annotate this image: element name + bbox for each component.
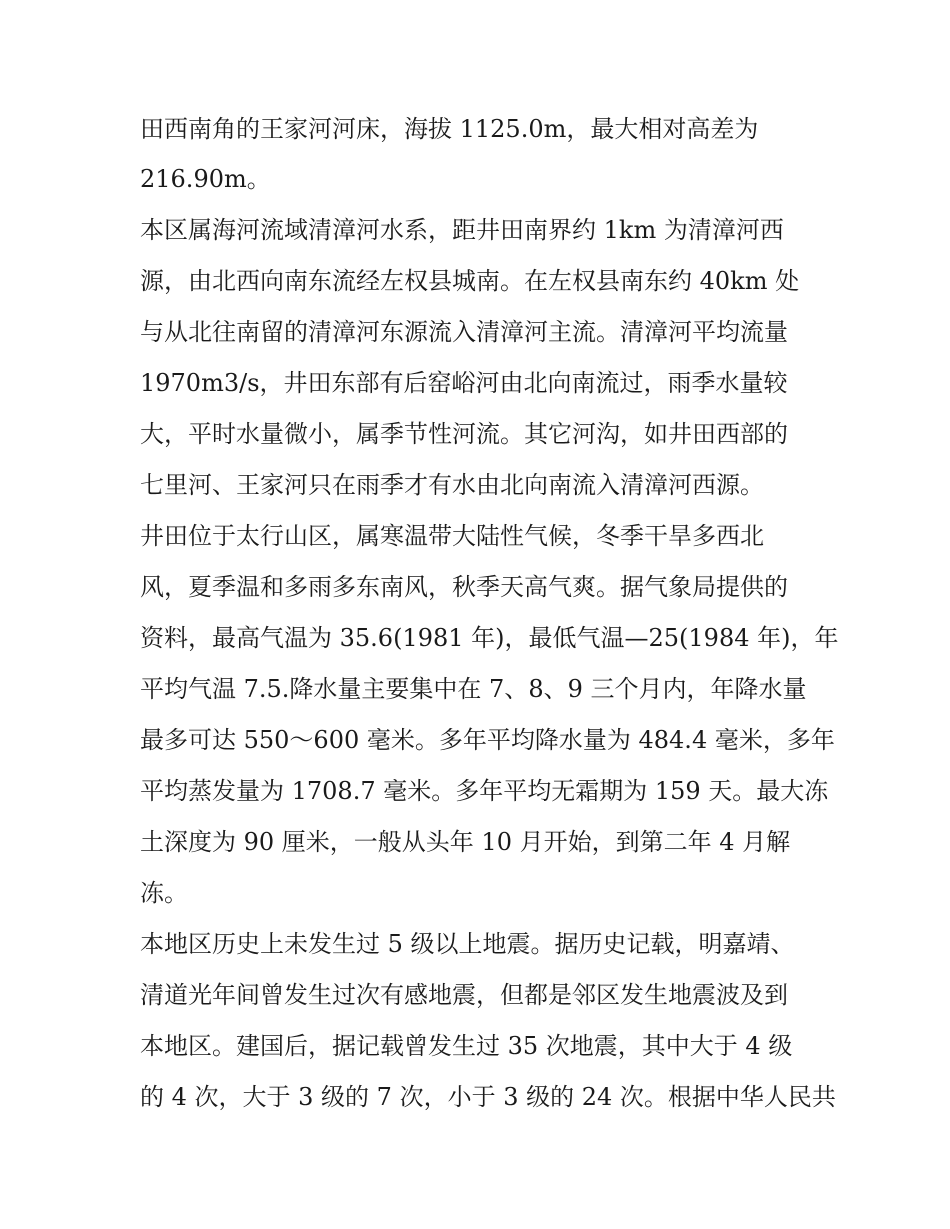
text-line: 的 4 次，大于 3 级的 7 次，小于 3 级的 24 次。根据中华人民共	[140, 1083, 836, 1111]
text-line: 216.90m。	[140, 165, 271, 193]
text-line: 平均蒸发量为 1708.7 毫米。多年平均无霜期为 159 天。最大冻	[140, 777, 829, 805]
text-line: 平均气温 7.5.降水量主要集中在 7、8、9 三个月内，年降水量	[140, 675, 807, 703]
text-line: 1970m3/s，井田东部有后窑峪河由北向南流过，雨季水量较	[140, 369, 788, 397]
text-line: 冻。	[140, 879, 188, 907]
text-line: 源，由北西向南东流经左权县城南。在左权县南东约 40km 处	[140, 267, 800, 295]
text-line: 本地区。建国后，据记载曾发生过 35 次地震，其中大于 4 级	[140, 1032, 793, 1060]
text-line: 田西南角的王家河河床，海拔 1125.0m，最大相对高差为	[140, 115, 759, 143]
text-line: 本区属海河流域清漳河水系，距井田南界约 1km 为清漳河西	[140, 216, 784, 244]
text-line: 大，平时水量微小，属季节性河流。其它河沟，如井田西部的	[140, 420, 788, 448]
text-line: 资料，最高气温为 35.6(1981 年)，最低气温—25(1984 年)，年	[140, 624, 839, 652]
text-line: 与从北往南留的清漳河东源流入清漳河主流。清漳河平均流量	[140, 318, 788, 346]
text-line: 风，夏季温和多雨多东南风，秋季天高气爽。据气象局提供的	[140, 573, 788, 601]
text-line: 七里河、王家河只在雨季才有水由北向南流入清漳河西源。	[140, 471, 764, 499]
text-line: 本地区历史上未发生过 5 级以上地震。据历史记载，明嘉靖、	[140, 930, 795, 958]
text-line: 土深度为 90 厘米，一般从头年 10 月开始，到第二年 4 月解	[140, 828, 791, 856]
text-line: 井田位于太行山区，属寒温带大陆性气候，冬季干旱多西北	[140, 522, 764, 550]
text-line: 最多可达 550～600 毫米。多年平均降水量为 484.4 毫米，多年	[140, 726, 835, 754]
text-line: 清道光年间曾发生过次有感地震，但都是邻区发生地震波及到	[140, 981, 788, 1009]
